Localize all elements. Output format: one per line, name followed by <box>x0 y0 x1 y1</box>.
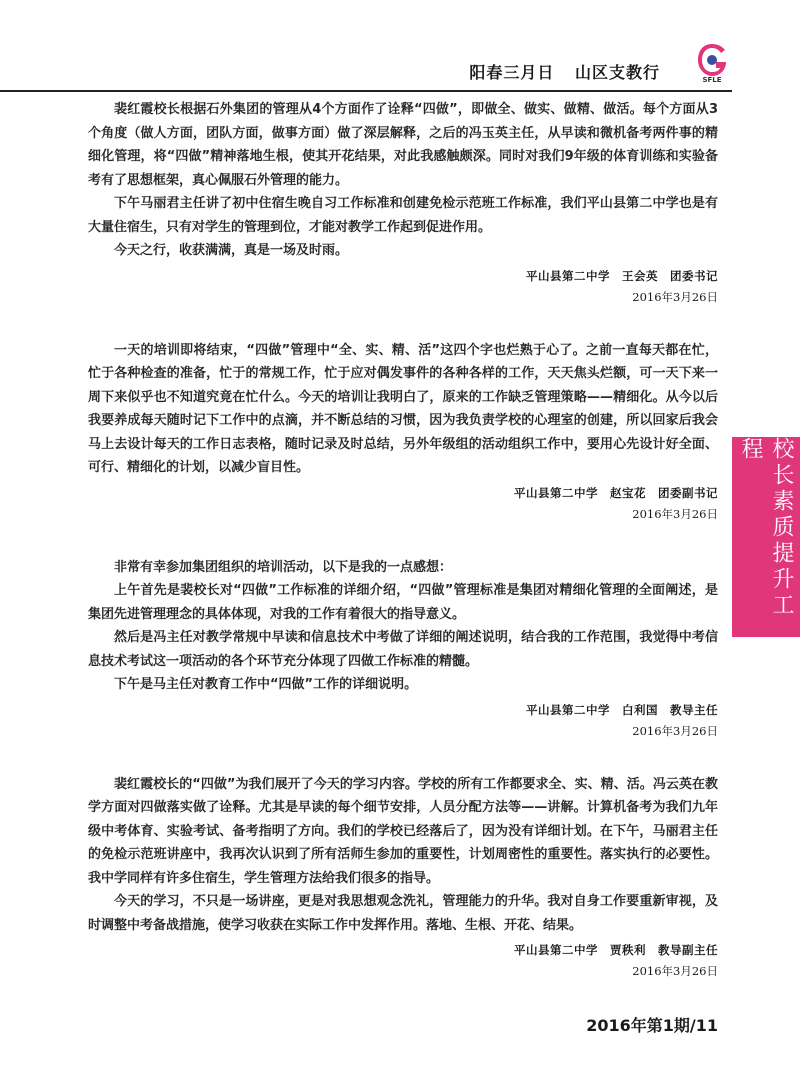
paragraph: 上午首先是裴校长对“四做”工作标准的详细介绍，“四做”管理标准是集团对精细化管理的全面阐述，是集团先进管理理念的具体体现，对我的工作有着很大的指导意义。 <box>88 583 718 622</box>
signature <box>88 699 718 721</box>
paragraph: 下午马丽君主任讲了初中住宿生晚自习工作标准和创建免检示范班工作标准，我们平山县第二中学也是有大量住宿生，只有对学生的管理到位，才能对教学工作起到促进作用。 <box>88 196 718 235</box>
reflection-section <box>88 98 718 307</box>
article-body <box>88 98 718 1013</box>
signature <box>88 265 718 287</box>
signature <box>88 939 718 961</box>
logo-text: SFLE <box>702 76 722 84</box>
signature-name: 贾秩利 <box>610 943 646 957</box>
paragraph: 今天之行，收获满满，真是一场及时雨。 <box>114 243 349 258</box>
signature-date: 2016年3月26日 <box>632 723 718 738</box>
signature-name: 白利国 <box>622 702 658 717</box>
signature <box>88 482 718 504</box>
reflection-section <box>88 556 718 741</box>
paragraph: 裴红霞校长根据石外集团的管理从4个方面作了诠释“四做”，即做全、做实、做精、做活。每个方面从3个角度（做人方面，团队方面，做事方面）做了深层解释，之后的冯玉英主任，从早读和微机备考两件事的精细化管理，将“四做”精神落地生根，使其开花结果，对此我感触颇深。同时对我们9年级的体育训练和实验备考有了思想框架，真心佩服石外管理的能力。 <box>88 102 718 188</box>
signature-date: 2016年3月26日 <box>632 289 718 304</box>
reflection-section <box>88 773 718 982</box>
signature-title: 教导副主任 <box>658 943 718 957</box>
reflection-section <box>88 339 718 524</box>
paragraph: 今天的学习，不只是一场讲座，更是对我思想观念洗礼，管理能力的升华。我对自身工作要重新审视，及时调整中考备战措施，使学习收获在实际工作中发挥作用。落地、生根、开花、结果。 <box>88 894 718 933</box>
signature-date: 2016年3月26日 <box>632 506 718 521</box>
signature-school: 平山县第二中学 <box>514 943 598 957</box>
header-title-right: 山区支教行 <box>574 63 660 82</box>
signature-title: 团委副书记 <box>658 485 718 500</box>
paragraph: 裴红霞校长的“四做”为我们展开了今天的学习内容。学校的所有工作都要求全、实、精、活。冯云英在教学方面对四做落实做了诠释。尤其是早读的每个细节安排，人员分配方法等——讲解。计算机备考为我们九年级中考体育、实验考试、备考指明了方向。我们的学校已经落后了，因为没有详细计划。在下午，马丽君主任的免检示范班讲座中，我再次认识到了所有活师生参加的重要性，计划周密性的重要性。落实执行的必要性。我中学同样有许多住宿生，学生管理方法给我们很多的指导。 <box>88 776 718 886</box>
paragraph: 一天的培训即将结束，“四做”管理中“全、实、精、活”这四个字也烂熟于心了。之前一直每天都在忙，忙于各种检查的准备，忙于的常规工作，忙于应对偶发事件的各种各样的工作，天天焦头烂额，可一天下来一周下来似乎也不知道究竟在忙什么。今天的培训让我明白了，原来的工作缺乏管理策略——精细化。从今以后我要养成每天随时记下工作中的点滴，并不断总结的习惯，因为我负责学校的心理室的创建，所以回家后我会马上去设计每天的工作日志表格，随时记录及时总结，另外年级组的活动组织工作中，要用心先设计好全面、可行、精细化的计划，以减少盲目性。 <box>88 342 718 475</box>
paragraph: 下午是马主任对教育工作中“四做”工作的详细说明。 <box>114 677 418 692</box>
signature-title: 团委书记 <box>670 268 718 283</box>
header-title-left: 阳春三月日 <box>469 63 555 82</box>
signature-school: 平山县第二中学 <box>526 702 610 717</box>
page-number: 2016年第1期/11 <box>586 1016 718 1035</box>
signature-date: 2016年3月26日 <box>632 964 718 978</box>
side-tab: 校长素质提升工程 <box>732 437 800 637</box>
signature-school: 平山县第二中学 <box>514 485 598 500</box>
paragraph: 然后是冯主任对教学常规中早读和信息技术中考做了详细的阐述说明，结合我的工作范围，我觉得中考信息技术考试这一项活动的各个环节充分体现了四做工作标准的精髓。 <box>88 630 718 669</box>
signature-name: 赵宝花 <box>610 485 646 500</box>
signature-name: 王会英 <box>622 268 658 283</box>
signature-title: 教导主任 <box>670 702 718 717</box>
page-header <box>455 60 660 83</box>
signature-school: 平山县第二中学 <box>526 268 610 283</box>
header-divider <box>0 90 732 92</box>
paragraph: 非常有幸参加集团组织的培训活动，以下是我的一点感想： <box>114 559 453 575</box>
